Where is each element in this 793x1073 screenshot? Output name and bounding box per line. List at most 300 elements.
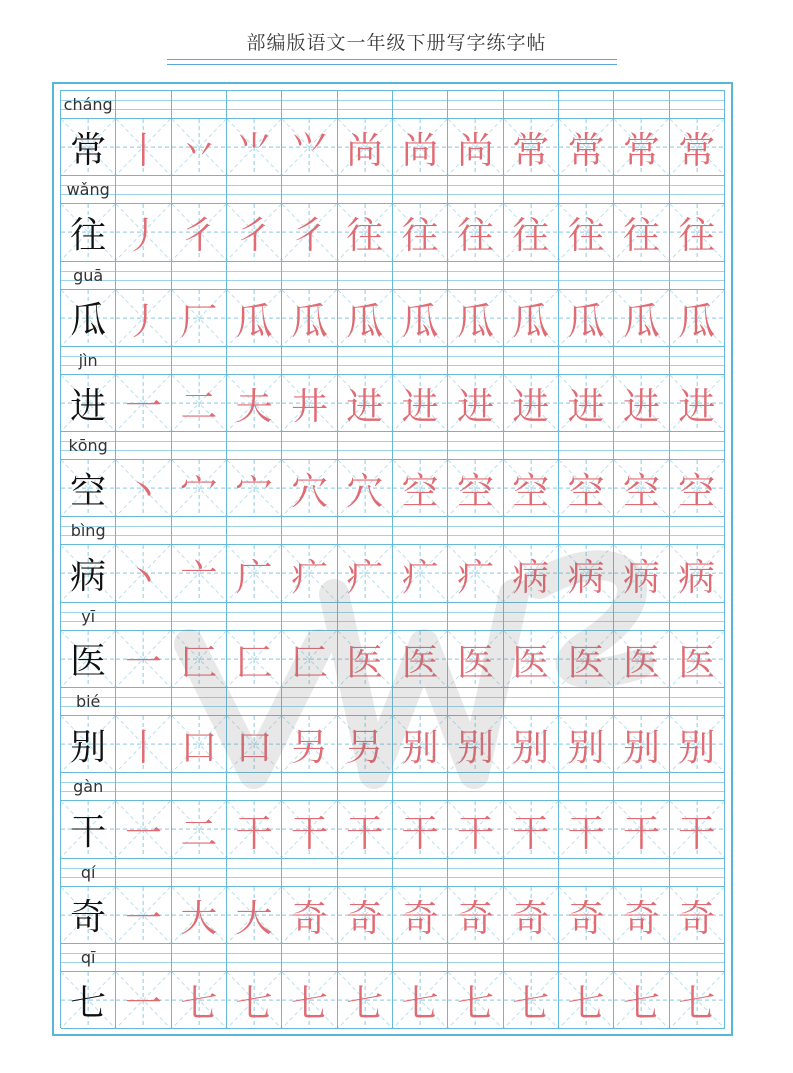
pinyin-cell <box>448 603 503 631</box>
pinyin-cell <box>282 91 337 119</box>
pinyin-cell <box>227 688 282 716</box>
pinyin-cell <box>61 432 116 460</box>
stroke-step-character: 进 <box>512 385 550 429</box>
stroke-step-character: 病 <box>512 555 550 599</box>
character-row <box>61 944 725 1029</box>
character-row <box>61 773 725 858</box>
character-row <box>61 688 725 773</box>
trace-char-cell <box>559 972 614 1029</box>
pinyin-cell <box>172 432 227 460</box>
trace-char-cell <box>172 716 227 773</box>
character-row <box>61 517 725 602</box>
stroke-step-character: 医 <box>346 640 384 684</box>
trace-char-cell <box>116 460 171 517</box>
model-char-cell <box>61 972 116 1029</box>
pinyin-band <box>61 688 725 716</box>
trace-char-cell <box>670 375 725 432</box>
trace-char-cell <box>227 545 282 602</box>
trace-char-cell <box>504 290 559 347</box>
trace-char-cell <box>282 801 337 858</box>
pinyin-cell <box>670 91 725 119</box>
pinyin-cell <box>338 688 393 716</box>
trace-char-cell <box>282 119 337 176</box>
pinyin-cell <box>504 262 559 290</box>
trace-char-cell <box>227 375 282 432</box>
pinyin-cell <box>116 347 171 375</box>
pinyin-cell <box>614 859 669 887</box>
pinyin-cell <box>227 773 282 801</box>
pinyin-label: cháng <box>63 95 113 114</box>
char-band <box>61 631 725 688</box>
stroke-step-character: 亠 <box>180 555 218 599</box>
trace-char-cell <box>670 631 725 688</box>
pinyin-band <box>61 262 725 290</box>
pinyin-cell <box>504 347 559 375</box>
pinyin-label: gàn <box>73 777 104 797</box>
trace-char-cell <box>227 460 282 517</box>
pinyin-cell <box>116 944 171 972</box>
stroke-step-character: 瓜 <box>290 299 328 343</box>
pinyin-cell <box>61 773 116 801</box>
character-row <box>61 603 725 688</box>
stroke-step-character: 医 <box>678 640 716 684</box>
stroke-step-character: 进 <box>401 385 439 429</box>
pinyin-cell <box>504 688 559 716</box>
pinyin-cell <box>338 517 393 545</box>
stroke-step-character: 常 <box>622 129 660 173</box>
trace-char-cell <box>559 375 614 432</box>
pinyin-cell <box>282 603 337 631</box>
stroke-step-character: 往 <box>346 214 384 258</box>
pinyin-cell <box>393 773 448 801</box>
pinyin-cell <box>61 859 116 887</box>
stroke-step-character: 大 <box>180 896 218 940</box>
trace-char-cell <box>282 972 337 1029</box>
stroke-step-character: 宀 <box>180 470 218 514</box>
trace-char-cell <box>282 290 337 347</box>
stroke-step-character: 七 <box>678 982 716 1026</box>
trace-char-cell <box>559 801 614 858</box>
stroke-step-character: 丨 <box>124 726 162 770</box>
stroke-step-character: 别 <box>567 726 605 770</box>
pinyin-cell <box>282 347 337 375</box>
char-band <box>61 545 725 602</box>
pinyin-cell <box>448 517 503 545</box>
model-character: 往 <box>70 214 107 256</box>
pinyin-cell <box>116 603 171 631</box>
trace-char-cell <box>614 375 669 432</box>
trace-char-cell <box>338 887 393 944</box>
pinyin-label: guā <box>73 265 104 285</box>
trace-char-cell <box>282 460 337 517</box>
stroke-step-character: 一 <box>124 811 162 855</box>
trace-char-cell <box>338 204 393 261</box>
stroke-step-character: 干 <box>235 811 273 855</box>
trace-char-cell <box>338 545 393 602</box>
pinyin-cell <box>670 603 725 631</box>
trace-char-cell <box>116 545 171 602</box>
pinyin-cell <box>670 432 725 460</box>
stroke-step-character: 一 <box>124 982 162 1026</box>
stroke-step-character: 空 <box>401 470 439 514</box>
stroke-step-character: 往 <box>456 214 494 258</box>
stroke-step-character: 七 <box>235 982 273 1026</box>
stroke-step-character: 干 <box>512 811 550 855</box>
stroke-step-character: 别 <box>622 726 660 770</box>
pinyin-cell <box>338 176 393 204</box>
model-char-cell <box>61 716 116 773</box>
pinyin-label: wǎng <box>66 180 110 200</box>
stroke-step-character: ⺌ <box>235 129 273 173</box>
char-band <box>61 972 725 1029</box>
trace-char-cell <box>670 716 725 773</box>
pinyin-cell <box>614 91 669 119</box>
stroke-step-character: 奇 <box>456 896 494 940</box>
char-band <box>61 460 725 517</box>
stroke-step-character: 疒 <box>456 555 494 599</box>
stroke-step-character: 彳 <box>180 214 218 258</box>
stroke-step-character: 尚 <box>401 129 439 173</box>
stroke-step-character: 一 <box>124 385 162 429</box>
trace-char-cell <box>448 290 503 347</box>
stroke-step-character: 空 <box>622 470 660 514</box>
trace-char-cell <box>670 290 725 347</box>
stroke-step-character: 瓜 <box>622 299 660 343</box>
character-row <box>61 176 725 261</box>
pinyin-cell <box>282 432 337 460</box>
pinyin-cell <box>172 944 227 972</box>
pinyin-cell <box>227 347 282 375</box>
pinyin-cell <box>172 91 227 119</box>
stroke-step-character: 病 <box>622 555 660 599</box>
stroke-step-character: 瓜 <box>567 299 605 343</box>
pinyin-cell <box>393 603 448 631</box>
stroke-step-character: 丨 <box>124 129 162 173</box>
stroke-step-character: 往 <box>622 214 660 258</box>
pinyin-cell <box>61 91 116 119</box>
pinyin-cell <box>670 347 725 375</box>
stroke-step-character: 往 <box>567 214 605 258</box>
trace-char-cell <box>504 204 559 261</box>
stroke-step-character: 空 <box>456 470 494 514</box>
trace-char-cell <box>172 375 227 432</box>
stroke-step-character: 七 <box>456 982 494 1026</box>
model-character: 医 <box>70 641 107 683</box>
trace-char-cell <box>504 631 559 688</box>
trace-char-cell <box>393 375 448 432</box>
pinyin-cell <box>393 944 448 972</box>
trace-char-cell <box>504 716 559 773</box>
trace-char-cell <box>393 204 448 261</box>
stroke-step-character: 彳 <box>235 214 273 258</box>
model-character: 七 <box>70 982 107 1024</box>
trace-char-cell <box>227 887 282 944</box>
pinyin-cell <box>282 944 337 972</box>
pinyin-cell <box>282 176 337 204</box>
pinyin-band <box>61 347 725 375</box>
pinyin-band <box>61 91 725 119</box>
trace-char-cell <box>448 972 503 1029</box>
pinyin-cell <box>227 262 282 290</box>
trace-char-cell <box>670 460 725 517</box>
pinyin-cell <box>116 262 171 290</box>
trace-char-cell <box>614 631 669 688</box>
stroke-step-character: 病 <box>567 555 605 599</box>
stroke-step-character: 医 <box>567 640 605 684</box>
pinyin-band <box>61 432 725 460</box>
stroke-step-character: 穴 <box>346 470 384 514</box>
stroke-step-character: 二 <box>180 811 218 855</box>
trace-char-cell <box>448 460 503 517</box>
stroke-step-character: 尚 <box>346 129 384 173</box>
trace-char-cell <box>282 375 337 432</box>
pinyin-cell <box>393 176 448 204</box>
stroke-step-character: 瓜 <box>235 299 273 343</box>
trace-char-cell <box>448 119 503 176</box>
model-char-cell <box>61 375 116 432</box>
model-character: 奇 <box>70 897 107 939</box>
stroke-step-character: 往 <box>678 214 716 258</box>
pinyin-cell <box>393 347 448 375</box>
stroke-step-character: 七 <box>512 982 550 1026</box>
stroke-step-character: 医 <box>622 640 660 684</box>
pinyin-cell <box>504 432 559 460</box>
character-row <box>61 859 725 944</box>
pinyin-cell <box>670 176 725 204</box>
pinyin-cell <box>338 773 393 801</box>
pinyin-cell <box>61 347 116 375</box>
pinyin-cell <box>227 91 282 119</box>
stroke-step-character: 二 <box>180 385 218 429</box>
pinyin-cell <box>393 517 448 545</box>
stroke-step-character: 奇 <box>401 896 439 940</box>
trace-char-cell <box>282 631 337 688</box>
char-band <box>61 119 725 176</box>
stroke-step-character: 匚 <box>290 640 328 684</box>
pinyin-cell <box>338 859 393 887</box>
page-title: 部编版语文一年级下册写字练字帖 <box>246 32 547 54</box>
stroke-step-character: 厂 <box>180 299 218 343</box>
trace-char-cell <box>282 887 337 944</box>
stroke-step-character: 七 <box>180 982 218 1026</box>
pinyin-cell <box>504 603 559 631</box>
stroke-step-character: 干 <box>401 811 439 855</box>
pinyin-cell <box>338 432 393 460</box>
trace-char-cell <box>172 460 227 517</box>
trace-char-cell <box>504 887 559 944</box>
stroke-step-character: 彳 <box>290 214 328 258</box>
trace-char-cell <box>172 119 227 176</box>
pinyin-cell <box>504 176 559 204</box>
stroke-step-character: 另 <box>346 726 384 770</box>
stroke-step-character: 进 <box>567 385 605 429</box>
trace-char-cell <box>670 204 725 261</box>
pinyin-band <box>61 176 725 204</box>
pinyin-cell <box>670 688 725 716</box>
trace-char-cell <box>393 119 448 176</box>
model-char-cell <box>61 290 116 347</box>
pinyin-cell <box>670 859 725 887</box>
trace-char-cell <box>559 631 614 688</box>
stroke-step-character: 穴 <box>290 470 328 514</box>
trace-char-cell <box>448 631 503 688</box>
pinyin-cell <box>670 944 725 972</box>
pinyin-cell <box>61 944 116 972</box>
pinyin-cell <box>559 176 614 204</box>
pinyin-cell <box>172 517 227 545</box>
pinyin-cell <box>448 432 503 460</box>
stroke-step-character: 进 <box>622 385 660 429</box>
trace-char-cell <box>504 801 559 858</box>
stroke-step-character: 瓜 <box>512 299 550 343</box>
trace-char-cell <box>338 801 393 858</box>
stroke-step-character: 奇 <box>622 896 660 940</box>
stroke-step-character: 空 <box>678 470 716 514</box>
pinyin-cell <box>614 432 669 460</box>
trace-char-cell <box>559 204 614 261</box>
trace-char-cell <box>393 545 448 602</box>
stroke-step-character: 七 <box>346 982 384 1026</box>
pinyin-cell <box>227 432 282 460</box>
stroke-step-character: 疒 <box>346 555 384 599</box>
trace-char-cell <box>393 972 448 1029</box>
stroke-step-character: 夫 <box>235 385 273 429</box>
trace-char-cell <box>559 545 614 602</box>
pinyin-cell <box>614 262 669 290</box>
pinyin-cell <box>614 347 669 375</box>
stroke-step-character: 一 <box>124 896 162 940</box>
trace-char-cell <box>504 375 559 432</box>
pinyin-cell <box>504 773 559 801</box>
model-character: 干 <box>70 812 107 854</box>
pinyin-cell <box>504 944 559 972</box>
pinyin-cell <box>448 773 503 801</box>
trace-char-cell <box>172 887 227 944</box>
pinyin-band <box>61 859 725 887</box>
stroke-step-character: 瓜 <box>678 299 716 343</box>
trace-char-cell <box>282 716 337 773</box>
model-char-cell <box>61 801 116 858</box>
pinyin-cell <box>172 347 227 375</box>
char-band <box>61 887 725 944</box>
trace-char-cell <box>559 290 614 347</box>
stroke-step-character: 医 <box>456 640 494 684</box>
stroke-step-character: 常 <box>678 129 716 173</box>
trace-char-cell <box>338 972 393 1029</box>
pinyin-label: kōng <box>68 436 108 456</box>
trace-char-cell <box>116 204 171 261</box>
stroke-step-character: 奇 <box>567 896 605 940</box>
pinyin-cell <box>448 262 503 290</box>
stroke-step-character: 别 <box>512 726 550 770</box>
pinyin-cell <box>614 773 669 801</box>
pinyin-cell <box>172 176 227 204</box>
trace-char-cell <box>393 290 448 347</box>
stroke-step-character: 口 <box>180 726 218 770</box>
pinyin-cell <box>61 176 116 204</box>
pinyin-cell <box>116 773 171 801</box>
trace-char-cell <box>670 972 725 1029</box>
model-character: 别 <box>70 726 107 768</box>
model-character: 常 <box>70 129 107 171</box>
stroke-step-character: 七 <box>567 982 605 1026</box>
pinyin-cell <box>614 688 669 716</box>
stroke-step-character: 干 <box>346 811 384 855</box>
trace-char-cell <box>172 631 227 688</box>
pinyin-cell <box>559 432 614 460</box>
stroke-step-character: 医 <box>512 640 550 684</box>
trace-char-cell <box>614 887 669 944</box>
pinyin-cell <box>448 859 503 887</box>
model-char-cell <box>61 119 116 176</box>
trace-char-cell <box>116 716 171 773</box>
trace-char-cell <box>504 119 559 176</box>
trace-char-cell <box>172 972 227 1029</box>
pinyin-cell <box>504 859 559 887</box>
pinyin-band <box>61 517 725 545</box>
pinyin-cell <box>338 944 393 972</box>
trace-char-cell <box>227 631 282 688</box>
stroke-step-character: 丿 <box>124 214 162 258</box>
stroke-step-character: 疒 <box>290 555 328 599</box>
stroke-step-character: 瓜 <box>401 299 439 343</box>
stroke-step-character: 七 <box>401 982 439 1026</box>
pinyin-cell <box>559 517 614 545</box>
trace-char-cell <box>504 460 559 517</box>
trace-char-cell <box>338 460 393 517</box>
stroke-step-character: 丶 <box>124 470 162 514</box>
pinyin-cell <box>172 688 227 716</box>
trace-char-cell <box>614 204 669 261</box>
pinyin-cell <box>614 944 669 972</box>
pinyin-cell <box>559 91 614 119</box>
pinyin-cell <box>61 262 116 290</box>
stroke-step-character: 奇 <box>290 896 328 940</box>
trace-char-cell <box>614 801 669 858</box>
trace-char-cell <box>116 631 171 688</box>
pinyin-band <box>61 603 725 631</box>
pinyin-cell <box>448 176 503 204</box>
stroke-step-character: 疒 <box>401 555 439 599</box>
pinyin-cell <box>338 91 393 119</box>
stroke-step-character: 干 <box>622 811 660 855</box>
trace-char-cell <box>393 801 448 858</box>
stroke-step-character: 七 <box>622 982 660 1026</box>
trace-char-cell <box>393 716 448 773</box>
trace-char-cell <box>338 119 393 176</box>
trace-char-cell <box>393 887 448 944</box>
pinyin-label: yī <box>81 606 96 626</box>
trace-char-cell <box>614 716 669 773</box>
stroke-step-character: 进 <box>456 385 494 429</box>
stroke-step-character: 丿 <box>124 299 162 343</box>
pinyin-cell <box>116 432 171 460</box>
trace-char-cell <box>227 119 282 176</box>
pinyin-cell <box>393 262 448 290</box>
trace-char-cell <box>116 290 171 347</box>
model-char-cell <box>61 545 116 602</box>
trace-char-cell <box>282 545 337 602</box>
trace-char-cell <box>116 801 171 858</box>
stroke-step-character: 医 <box>401 640 439 684</box>
stroke-step-character: 七 <box>290 982 328 1026</box>
stroke-step-character: 病 <box>678 555 716 599</box>
pinyin-cell <box>116 176 171 204</box>
pinyin-cell <box>559 773 614 801</box>
pinyin-cell <box>670 773 725 801</box>
trace-char-cell <box>614 119 669 176</box>
pinyin-cell <box>282 262 337 290</box>
